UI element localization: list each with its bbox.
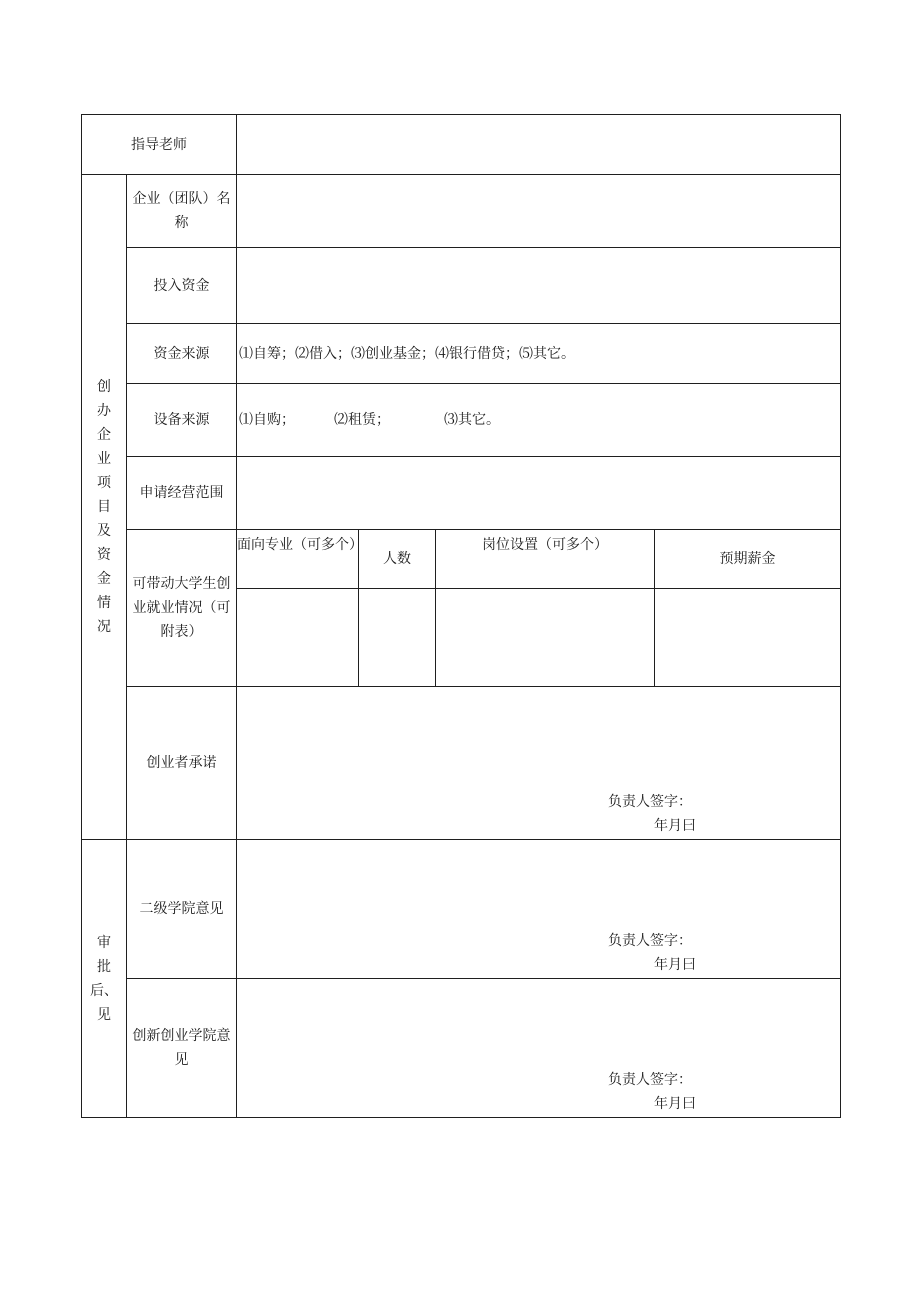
commitment-label: 创业者承诺	[127, 687, 237, 840]
col-major: 面向专业（可多个）	[237, 530, 359, 589]
col-position: 岗位设置（可多个）	[436, 530, 655, 589]
business-scope-label: 申请经营范围	[127, 457, 237, 530]
innovation-opinion-label: 创新创业学院意见	[127, 979, 237, 1118]
commitment-field[interactable]	[237, 687, 841, 840]
company-name-label: 企业（团队）名称	[127, 175, 237, 248]
equipment-source-field[interactable]	[237, 384, 841, 457]
college-opinion-field[interactable]	[237, 840, 841, 979]
section-startup-title: 创 办 企 业 项 目 及 资 金 情 况	[82, 175, 127, 840]
fund-source-field[interactable]: ⑴自筹；⑵借入；⑶创业基金；⑷银行借贷；⑸其它。	[237, 324, 841, 384]
section-approval-title: 审 批 后、 见	[82, 840, 127, 1118]
major-cell[interactable]	[237, 589, 359, 687]
col-count: 人数	[359, 530, 436, 589]
investment-label: 投入资金	[127, 248, 237, 324]
option-other: ⑶其它。	[444, 412, 500, 428]
date-label: 年月曰	[654, 818, 696, 834]
date-label: 年月曰	[654, 1096, 696, 1112]
signer-label: 负责人签字：	[608, 933, 692, 949]
salary-cell[interactable]	[655, 589, 841, 687]
fund-source-label: 资金来源	[127, 324, 237, 384]
innovation-opinion-field[interactable]	[237, 979, 841, 1118]
position-cell[interactable]	[436, 589, 655, 687]
company-name-field[interactable]	[237, 175, 841, 248]
date-label: 年月曰	[654, 957, 696, 973]
equipment-source-label: 设备来源	[127, 384, 237, 457]
signer-label: 负责人签字：	[608, 794, 692, 810]
application-form	[81, 114, 841, 1118]
college-opinion-label: 二级学院意见	[127, 840, 237, 979]
employment-label: 可带动大学生创业就业情况（可附表）	[127, 530, 237, 687]
advisor-label: 指导老师	[82, 115, 237, 175]
signer-label: 负责人签字：	[608, 1072, 692, 1088]
business-scope-field[interactable]	[237, 457, 841, 530]
count-cell[interactable]	[359, 589, 436, 687]
investment-field[interactable]	[237, 248, 841, 324]
option-lease: ⑵租赁；	[334, 412, 390, 428]
option-purchase: ⑴自购；	[239, 412, 295, 428]
col-salary: 预期薪金	[655, 530, 841, 589]
advisor-field[interactable]	[237, 115, 841, 175]
